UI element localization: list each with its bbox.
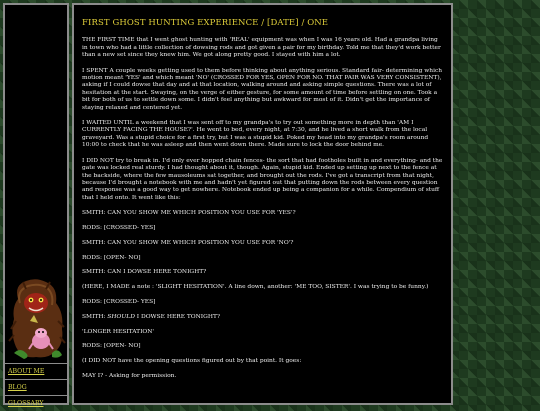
transcript-line: RODS: [OPEN- NO] [82, 254, 141, 261]
transcript-line: (I DID NOT have the opening questions figured out by that point. It goes: [82, 358, 302, 365]
article-paragraph: I SPENT A couple weeks getting used to them before thinking about anything serious. Standard fair- determining which motion meant 'YES' and which meant 'NO' (CROSSED FOR YES, OPEN FOR NO. THAT PAIR WAS VERY CONSISTENT), asking if I could dowse that day and at that location, walking around and asking simple questions. There was a lot of hesitation at the start. Swaying, on the verge of either gesture, for some amount of time before settling on one. Took a bit for both of us to settle down some. I didn't feel anything but awkward for most of it. Didn't get the importance of staying relaxed and centered yet. [82, 67, 443, 111]
transcript-line: RODS: [CROSSED- YES] [82, 298, 156, 305]
ghost-creature-illustration [8, 277, 66, 361]
sidebar-nav [5, 363, 67, 411]
nav-link-about-me[interactable]: ABOUT ME [5, 363, 67, 379]
transcript-line: 'LONGER HESITATION' [82, 328, 155, 335]
transcript-speaker: SMITH: [82, 313, 108, 320]
main-content-panel [72, 3, 453, 405]
article-title: FIRST GHOST HUNTING EXPERIENCE / [DATE] / ONE [82, 18, 329, 28]
transcript-line: RODS: [OPEN- NO] [82, 343, 141, 350]
transcript-line: SMITH: CAN YOU SHOW ME WHICH POSITION YOU USE FOR 'NO'? [82, 239, 294, 246]
article-paragraph: I DID NOT try to break in. I'd only ever hopped chain fences- the sort that had footholes built in and everything- and the gate was locked real sturdy. I had thought about it, though. Again, stupid kid. Ended up setting up next to the fence at the backside, where the few mausoleums sat together, and brought out the rods. I've got a transcript from that night, because I'd brought a notebook with me and hadn't yet figured out that putting down the rods between every question and response was a good way to get nowhere. Notebook ended up being a companion for a while. Compendium of stuff that I held onto. It went like this: [82, 157, 443, 201]
transcript-line: RODS: [CROSSED- YES] [82, 224, 156, 231]
article-paragraph: I WAITED UNTIL a weekend that I was sent off to my grandpa's to try out something more in depth than 'AM I CURRENTLY FACING THE HOUSE?'. He went to bed, every night, at 7:30, and he lived a short walk from the local graveyard. Was a stupid choice for a first try, but I was a stupid kid. Poked my head into my grandpa's room around 10:00 to check that he was asleep and then went down there. Made sure to lock the door behind me. [82, 120, 429, 149]
transcript-line: SMITH: CAN I DOWSE HERE TONIGHT? [82, 269, 207, 276]
sidebar [3, 3, 69, 405]
article-paragraph: THE FIRST TIME that I went ghost hunting with 'REAL' equipment was when I was 16 years old. Had a grandpa living in town who had a little collection of dowsing rods and got given a pair for my birthday. Told me that they'd work better than a new set since they knew him. We got along pretty good. I stayed with him a lot. [82, 37, 441, 59]
nav-link-glossary[interactable]: GLOSSARY [5, 395, 67, 411]
transcript-line: MAY I? - Asking for permission. [82, 372, 177, 379]
transcript-line: SMITH: CAN YOU SHOW ME WHICH POSITION YOU USE FOR 'YES'? [82, 210, 296, 217]
transcript-question: I DOWSE HERE TONIGHT? [134, 313, 221, 320]
nav-link-blog[interactable]: BLOG [5, 379, 67, 395]
article [74, 5, 451, 380]
transcript-line [82, 314, 443, 321]
transcript-line: (HERE, I MADE a note : 'SLIGHT HESITATION'. A line down, another: 'ME TOO, SISTER'. I was trying to be funny.) [82, 284, 429, 291]
emphasized-word: SHOULD [107, 313, 135, 320]
